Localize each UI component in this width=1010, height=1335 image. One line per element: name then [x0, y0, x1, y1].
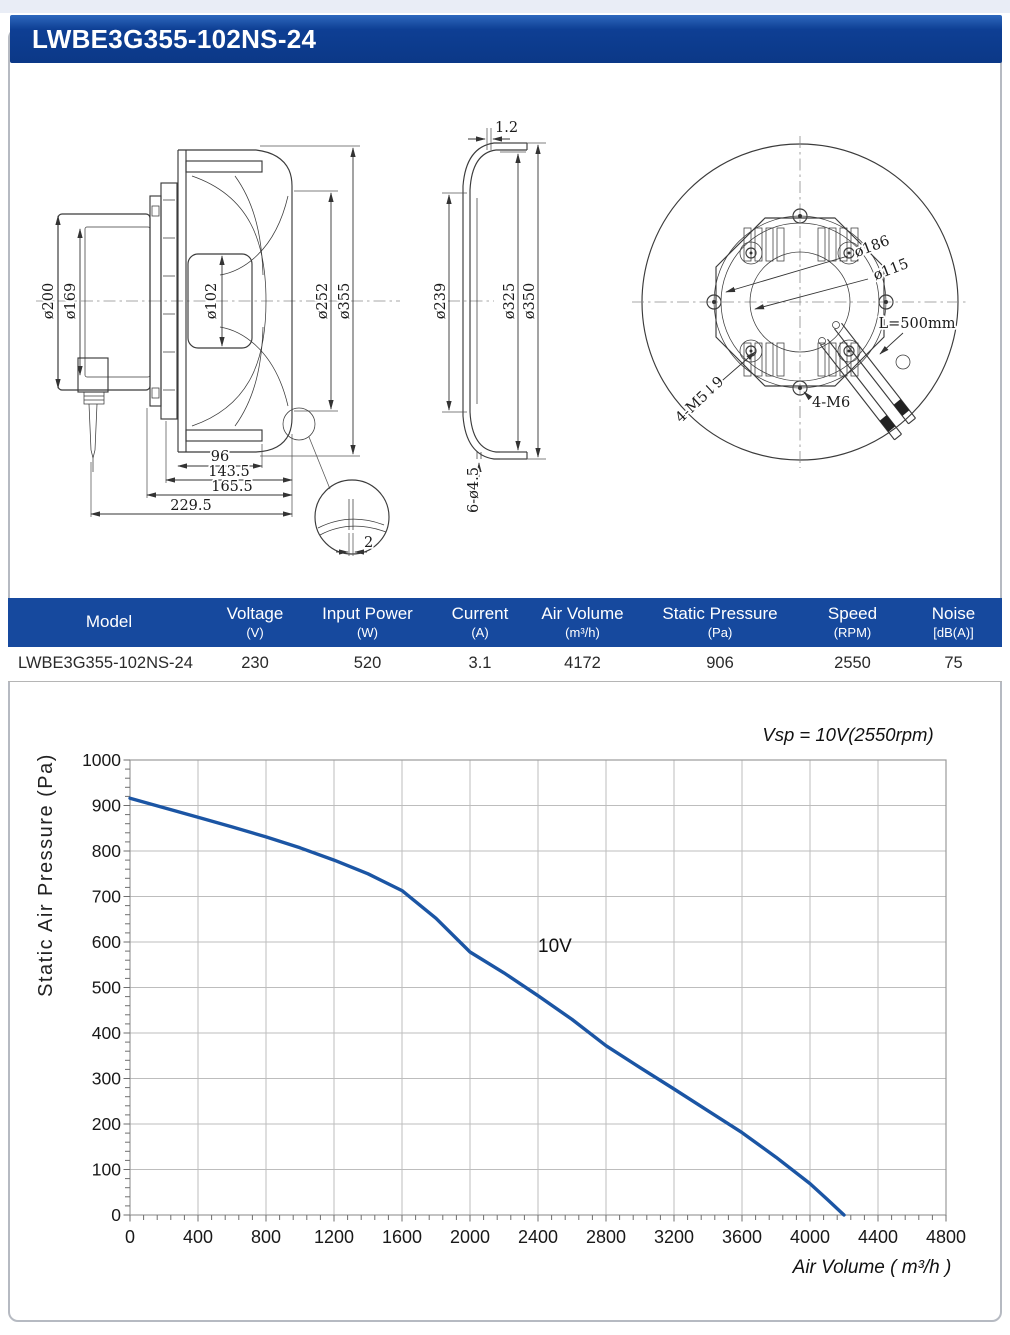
- cell-current: 3.1: [435, 647, 525, 682]
- spec-table-data-row: [8, 647, 1002, 682]
- dim-d115: ø115: [871, 256, 911, 284]
- header-bar: [10, 15, 1002, 63]
- x-tick-label: 0: [124, 1227, 136, 1247]
- x-tick-label: 1200: [313, 1227, 355, 1247]
- technical-drawings: [0, 70, 1010, 598]
- x-tick-label: 2000: [449, 1227, 491, 1247]
- x-tick-label: 1600: [381, 1227, 423, 1247]
- dim-d355: ø355: [337, 282, 353, 320]
- dim-96: 96: [210, 449, 230, 465]
- col-header-noise: Noise [dB(A)]: [905, 598, 1002, 647]
- inlet-ring-drawing: [433, 120, 546, 513]
- x-tick-label: 800: [250, 1227, 282, 1247]
- dim-6-holes: 6-ø4.5: [466, 467, 482, 513]
- col-header-current: Current (A): [435, 598, 525, 647]
- cell-input-power: 520: [300, 647, 435, 682]
- side-view-drawing: [36, 146, 400, 556]
- col-header-voltage: Voltage (V): [210, 598, 300, 647]
- dim-wall-2: 2: [364, 535, 374, 551]
- vsp-annotation: Vsp = 10V(2550rpm): [762, 724, 934, 745]
- col-header-speed: Speed (RPM): [800, 598, 905, 647]
- spec-table: [8, 598, 1002, 682]
- x-tick-label: 4800: [925, 1227, 967, 1247]
- dim-d102: ø102: [204, 282, 220, 320]
- col-header-input-power: Input Power (W): [300, 598, 435, 647]
- x-tick-label: 4400: [857, 1227, 899, 1247]
- y-tick-label: 500: [91, 977, 121, 998]
- dim-d325: ø325: [502, 282, 518, 320]
- y-tick-label: 800: [91, 841, 121, 861]
- dim-d239: ø239: [433, 282, 449, 320]
- y-tick-label: 600: [91, 932, 121, 952]
- cell-speed: 2550: [800, 647, 905, 682]
- y-tick-label: 300: [91, 1068, 121, 1089]
- dim-4-m5: 4-M5↓9: [672, 373, 728, 427]
- col-header-static-pressure: Static Pressure (Pa): [640, 598, 800, 647]
- dim-4-m6: 4-M6: [812, 395, 851, 411]
- dim-d169: ø169: [63, 282, 79, 320]
- dim-229-5: 229.5: [170, 498, 212, 514]
- y-tick-label: 200: [91, 1114, 121, 1134]
- y-axis-title: Static Air Pressure (Pa): [35, 753, 57, 997]
- x-tick-label: 2800: [585, 1227, 627, 1247]
- fan-curve: [130, 798, 844, 1215]
- cell-static-pressure: 906: [640, 647, 800, 682]
- cell-model: LWBE3G355-102NS-24: [8, 647, 210, 682]
- page-title: LWBE3G355-102NS-24: [32, 24, 317, 54]
- dim-d252: ø252: [315, 282, 331, 320]
- y-tick-label: 400: [91, 1023, 121, 1043]
- y-tick-label: 1000: [82, 750, 121, 770]
- dim-1-2: 1.2: [495, 120, 519, 136]
- cell-noise: 75: [905, 647, 1002, 682]
- dim-d200: ø200: [41, 282, 57, 320]
- dim-143-5: 143.5: [208, 464, 250, 480]
- x-tick-label: 3600: [721, 1227, 763, 1247]
- y-tick-label: 100: [91, 1159, 121, 1180]
- col-header-model: Model: [8, 598, 210, 647]
- curve-label: 10V: [538, 936, 572, 958]
- x-tick-label: 2400: [517, 1227, 559, 1247]
- x-tick-label: 3200: [653, 1227, 695, 1247]
- cell-air-volume: 4172: [525, 647, 640, 682]
- y-tick-label: 0: [111, 1205, 121, 1225]
- dim-d186: ø186: [852, 233, 892, 261]
- y-tick-label: 700: [91, 886, 121, 907]
- spec-table-header-row: [8, 598, 1002, 647]
- x-tick-label: 400: [182, 1227, 214, 1247]
- x-axis-title: Air Volume ( m³/h ): [792, 1257, 952, 1278]
- col-header-air-volume: Air Volume (m³/h): [525, 598, 640, 647]
- x-tick-label: 4000: [789, 1227, 831, 1247]
- dim-d350: ø350: [522, 282, 538, 320]
- cell-voltage: 230: [210, 647, 300, 682]
- y-tick-label: 900: [91, 795, 121, 816]
- performance-chart: [0, 690, 1010, 1335]
- dim-165-5: 165.5: [211, 479, 253, 495]
- dim-cable-length: L=500mm: [878, 316, 956, 332]
- rear-view-drawing: [632, 136, 968, 468]
- top-strip: [0, 0, 1010, 13]
